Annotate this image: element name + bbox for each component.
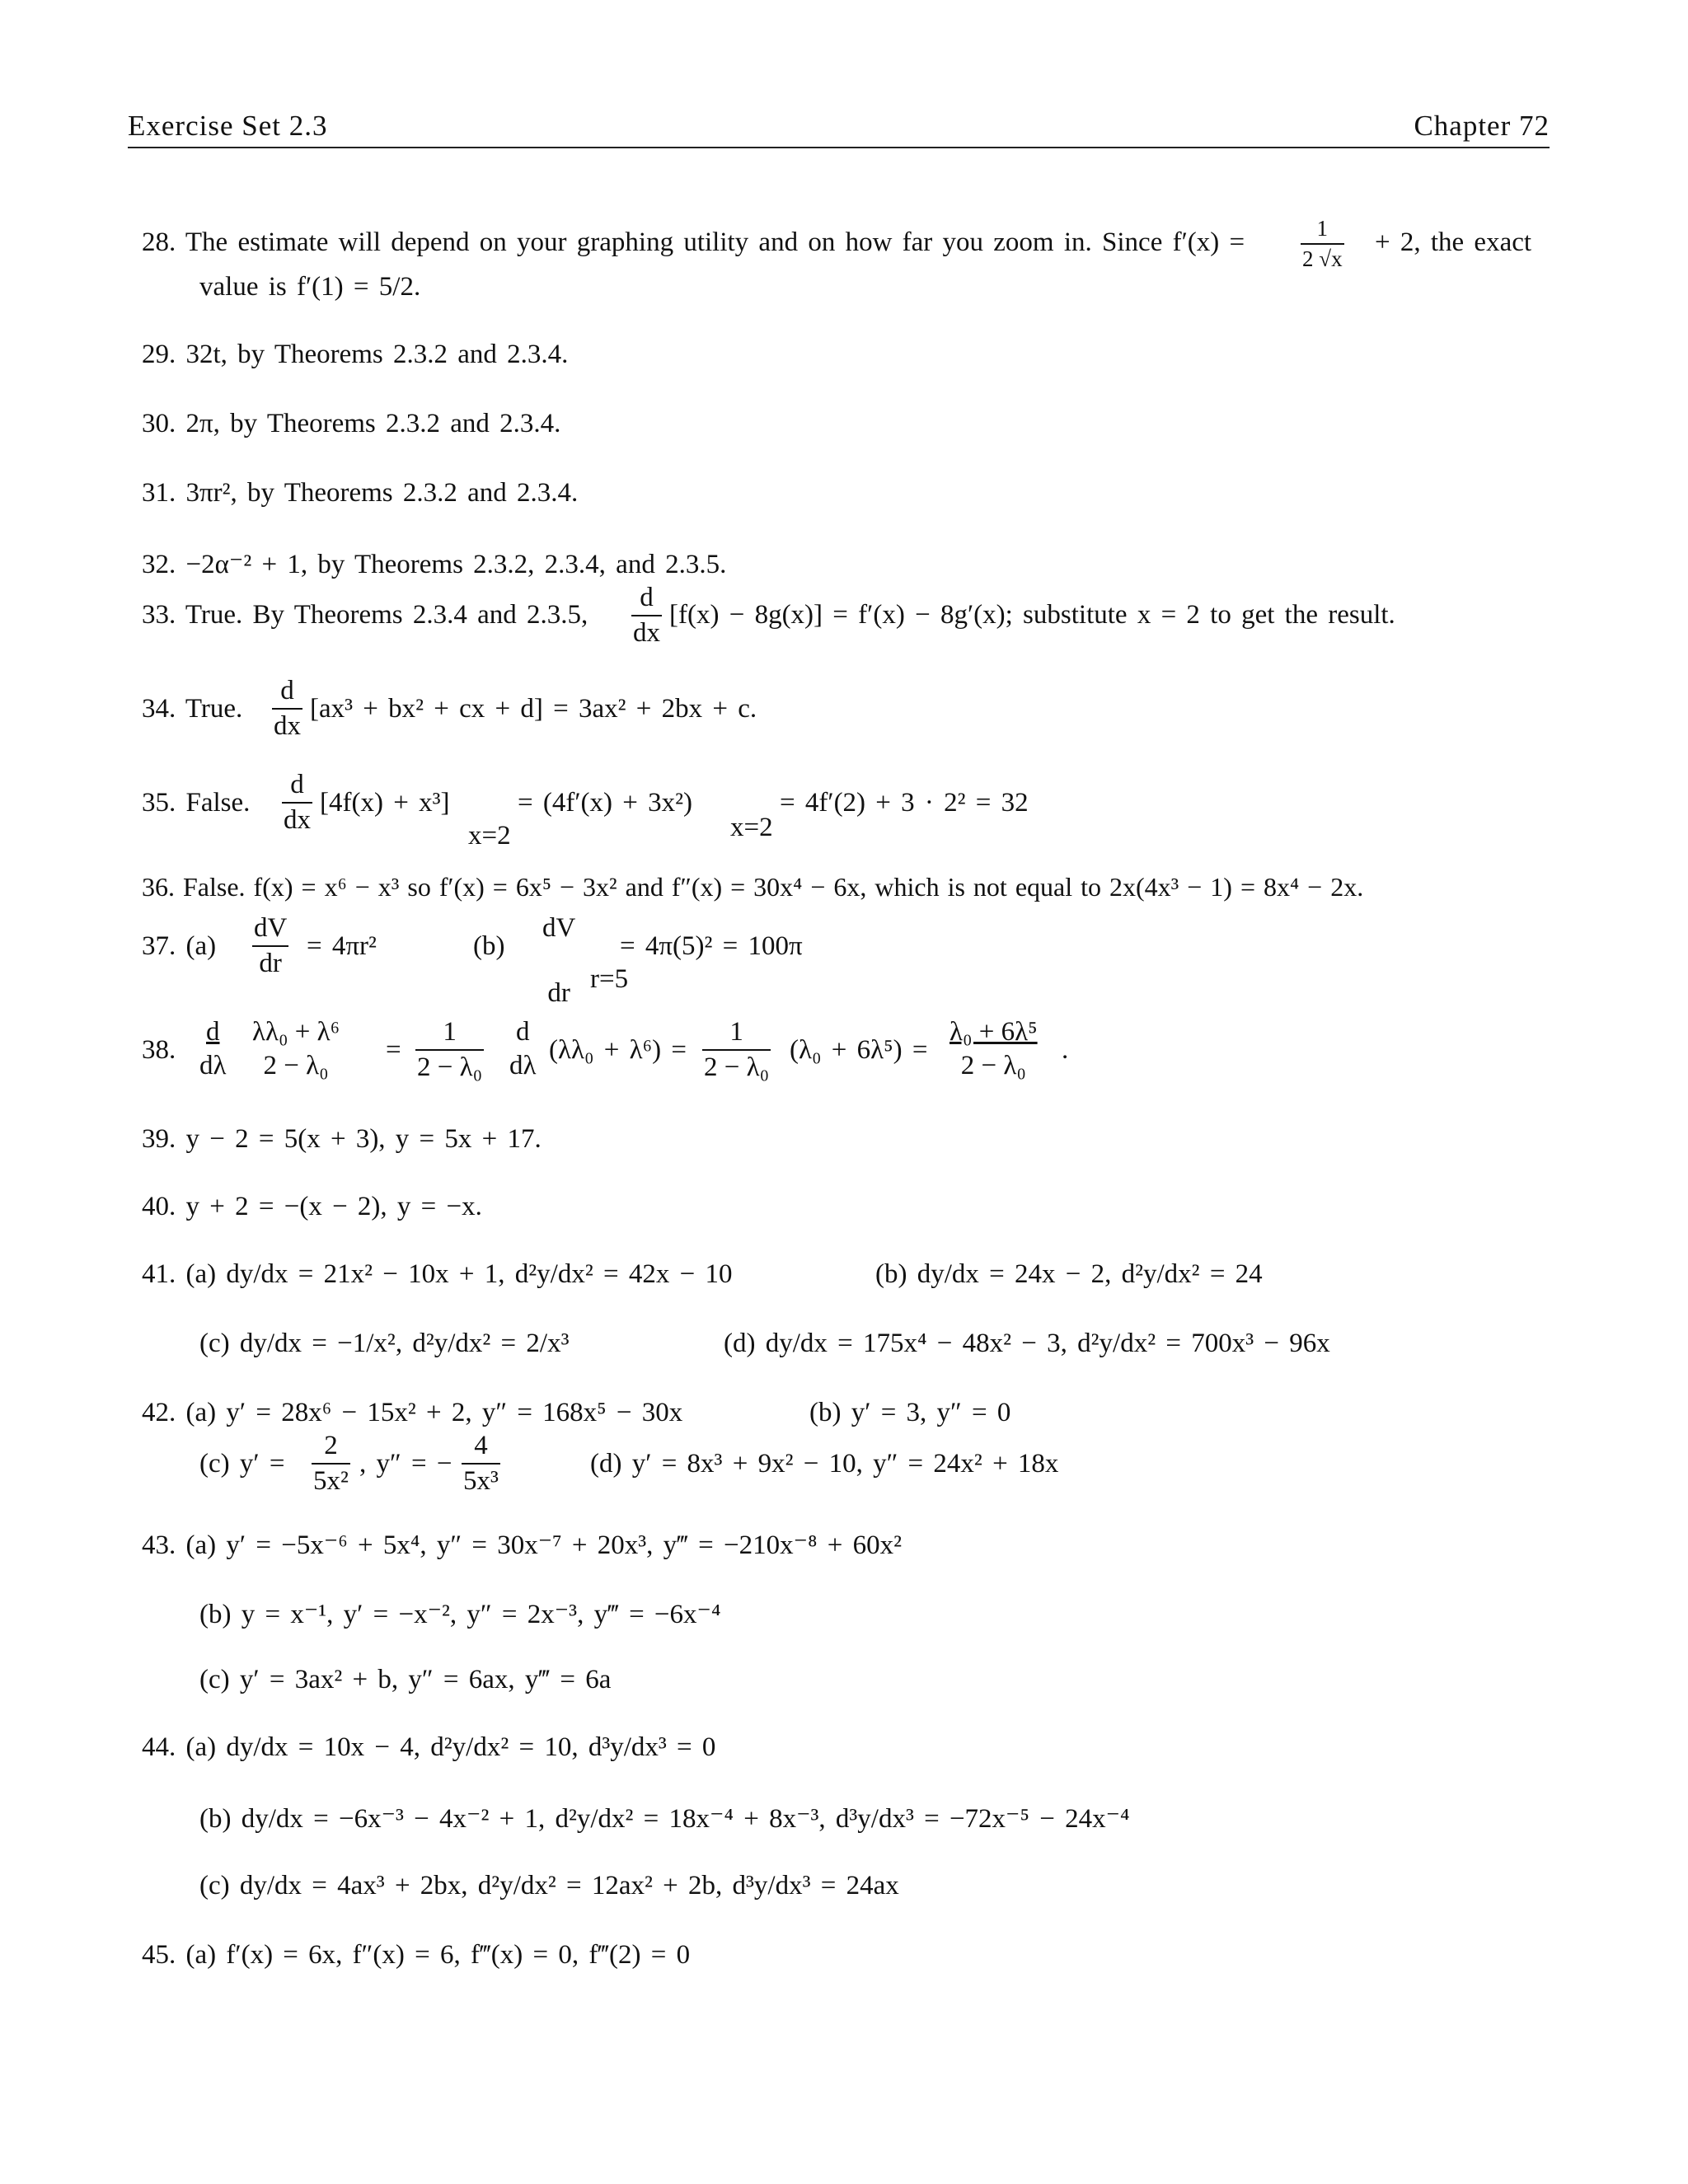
problem-37b-derivative [541,913,577,1009]
problem-42c-middle: , y″ = − [359,1449,452,1479]
problem-37b-label: (b) [473,931,505,961]
fraction-numerator: d [640,583,654,612]
problem-43c: (c) y′ = 3ax² + b, y″ = 6ax, y‴ = 6a [199,1665,612,1694]
problem-38-factor-2 [702,1017,771,1083]
problem-34-body: [ax³ + bx² + cx + d] = 3ax² + 2bx + c. [310,694,757,724]
problem-42c-fraction-1 [312,1431,350,1497]
fraction-numerator: 4 [474,1431,488,1460]
problem-45a: 45. (a) f′(x) = 6x, f″(x) = 6, f‴(x) = 0, f‴(2) = 0 [142,1940,691,1970]
problem-35-step: = (4f′(x) + 3x²) [518,788,693,818]
problem-35-lead: 35. False. [142,788,251,818]
fraction-denominator: 5x² [312,1463,350,1497]
problem-39: 39. y − 2 = 5(x + 3), y = 5x + 17. [142,1124,542,1154]
problem-44b: (b) dy/dx = −6x⁻³ − 4x⁻² + 1, d²y/dx² = 18x⁻⁴ + 8x⁻³, d³y/dx³ = −72x⁻⁵ − 24x⁻⁴ [199,1804,1130,1834]
fraction-numerator: dV [542,913,576,943]
fraction-numerator: d [280,676,294,705]
fraction-denominator: dx [272,708,302,742]
problem-29: 29. 32t, by Theorems 2.3.2 and 2.3.4. [142,340,569,369]
header-section-title: Exercise Set 2.3 [128,110,328,142]
fraction-denominator: dx [631,615,662,649]
fraction-numerator: d [516,1017,530,1047]
problem-28-line2: value is f′(1) = 5/2. [199,272,421,302]
header-chapter-label: Chapter 72 [1414,110,1550,142]
problem-43b: (b) y = x⁻¹, y′ = −x⁻², y″ = 2x⁻³, y‴ = −6x⁻⁴ [199,1600,721,1629]
problem-33-body: [f(x) − 8g(x)] = f′(x) − 8g′(x); substitute x = 2 to get the result. [669,600,1395,630]
problem-41a: 41. (a) dy/dx = 21x² − 10x + 1, d²y/dx² = 42x − 10 [142,1259,733,1289]
fraction-numerator: 1 [729,1017,743,1047]
problem-42c-lead: (c) y′ = [199,1449,285,1479]
fraction-denominator: 2 − λ₀ [415,1049,484,1083]
fraction-numerator: λλ₀ + λ⁶ [252,1017,340,1047]
problem-31: 31. 3πr², by Theorems 2.3.2 and 2.3.4. [142,478,579,508]
fraction-numerator: 1 [443,1017,457,1047]
problem-37a-derivative [252,913,288,979]
fraction-numerator: d [206,1017,220,1047]
problem-37b-eval-point: r=5 [590,964,629,994]
problem-41c: (c) dy/dx = −1/x², d²y/dx² = 2/x³ [199,1329,570,1358]
fraction-denominator: dx [282,802,312,836]
problem-28-line1: 28. The estimate will depend on your graphing utility and on how far you zoom in. Since f′(x) = [142,227,1245,257]
problem-43a: 43. (a) y′ = −5x⁻⁶ + 5x⁴, y″ = 30x⁻⁷ + 20x³, y‴ = −210x⁻⁸ + 60x² [142,1530,903,1560]
fraction-denominator: 2 √x [1301,243,1344,272]
problem-34-derivative-operator [272,676,302,742]
problem-35-eval-point-1: x=2 [468,821,511,851]
fraction-denominator: dr [547,978,570,1008]
fraction-denominator: 2 − λ₀ [702,1049,771,1083]
problem-41d: (d) dy/dx = 175x⁴ − 48x² − 3, d²y/dx² = 700x³ − 96x [724,1329,1330,1358]
fraction-numerator: d [290,770,304,799]
problem-38-result [948,1017,1039,1081]
problem-38-operator-2 [508,1017,538,1081]
problem-36: 36. False. f(x) = x⁶ − x³ so f′(x) = 6x⁵ − 3x² and f″(x) = 30x⁴ − 6x, which is not equal to 2x(4x³ − 1) = 8x⁴ − 2x. [142,872,1364,902]
problem-42d: (d) y′ = 8x³ + 9x² − 10, y″ = 24x² + 18x [590,1449,1059,1479]
fraction-numerator: λ₀ + 6λ⁵ [950,1017,1038,1047]
fraction-denominator: dλ [509,1051,537,1080]
fraction-denominator: 2 − λ₀ [960,1051,1026,1080]
problem-40: 40. y + 2 = −(x − 2), y = −x. [142,1192,482,1221]
fraction-numerator: 1 [1316,216,1329,241]
fraction-denominator: 5x³ [462,1463,500,1497]
problem-38-period: . [1062,1035,1069,1065]
problem-38-middle: (λλ₀ + λ⁶) = [549,1035,687,1065]
problem-32: 32. −2α⁻² + 1, by Theorems 2.3.2, 2.3.4, and 2.3.5. [142,550,727,579]
fraction-numerator: 2 [324,1431,338,1460]
fraction-numerator: dV [254,913,288,943]
problem-38-equals: = [386,1035,401,1065]
problem-28-tail: + 2, the exact [1375,227,1532,257]
problem-41b: (b) dy/dx = 24x − 2, d²y/dx² = 24 [875,1259,1263,1289]
problem-42b: (b) y′ = 3, y″ = 0 [809,1398,1011,1427]
problem-34-lead: 34. True. [142,694,243,724]
problem-37-label: 37. (a) [142,931,217,961]
fraction-denominator: dλ [199,1051,227,1080]
problem-37b-result: = 4π(5)² = 100π [620,931,803,961]
header-rule [128,147,1550,148]
problem-38-factor-1 [415,1017,484,1083]
problem-38-quotient [251,1017,341,1081]
problem-35-result: = 4f′(2) + 3 · 2² = 32 [780,788,1029,818]
problem-33-derivative-operator [631,583,662,649]
problem-44a: 44. (a) dy/dx = 10x − 4, d²y/dx² = 10, d³y/dx³ = 0 [142,1732,716,1762]
problem-37a-result: = 4πr² [307,931,377,961]
problem-30: 30. 2π, by Theorems 2.3.2 and 2.3.4. [142,409,561,438]
problem-38-operator-1 [198,1017,228,1081]
fraction-denominator: dr [252,945,288,979]
problem-35-derivative-operator [282,770,312,836]
fraction-denominator: 2 − λ₀ [263,1051,329,1080]
problem-33-lead: 33. True. By Theorems 2.3.4 and 2.3.5, [142,600,588,630]
problem-44c: (c) dy/dx = 4ax³ + 2bx, d²y/dx² = 12ax² + 2b, d³y/dx³ = 24ax [199,1871,899,1900]
problem-28-fraction [1301,216,1344,272]
problem-42a: 42. (a) y′ = 28x⁶ − 15x² + 2, y″ = 168x⁵ − 30x [142,1398,683,1427]
problem-35-eval-point-2: x=2 [730,813,773,842]
problem-38-label: 38. [142,1035,176,1065]
problem-42c-fraction-2 [462,1431,500,1497]
problem-38-middle-2: (λ₀ + 6λ⁵) = [790,1035,928,1065]
problem-35-expression: [4f(x) + x³] [320,788,450,818]
